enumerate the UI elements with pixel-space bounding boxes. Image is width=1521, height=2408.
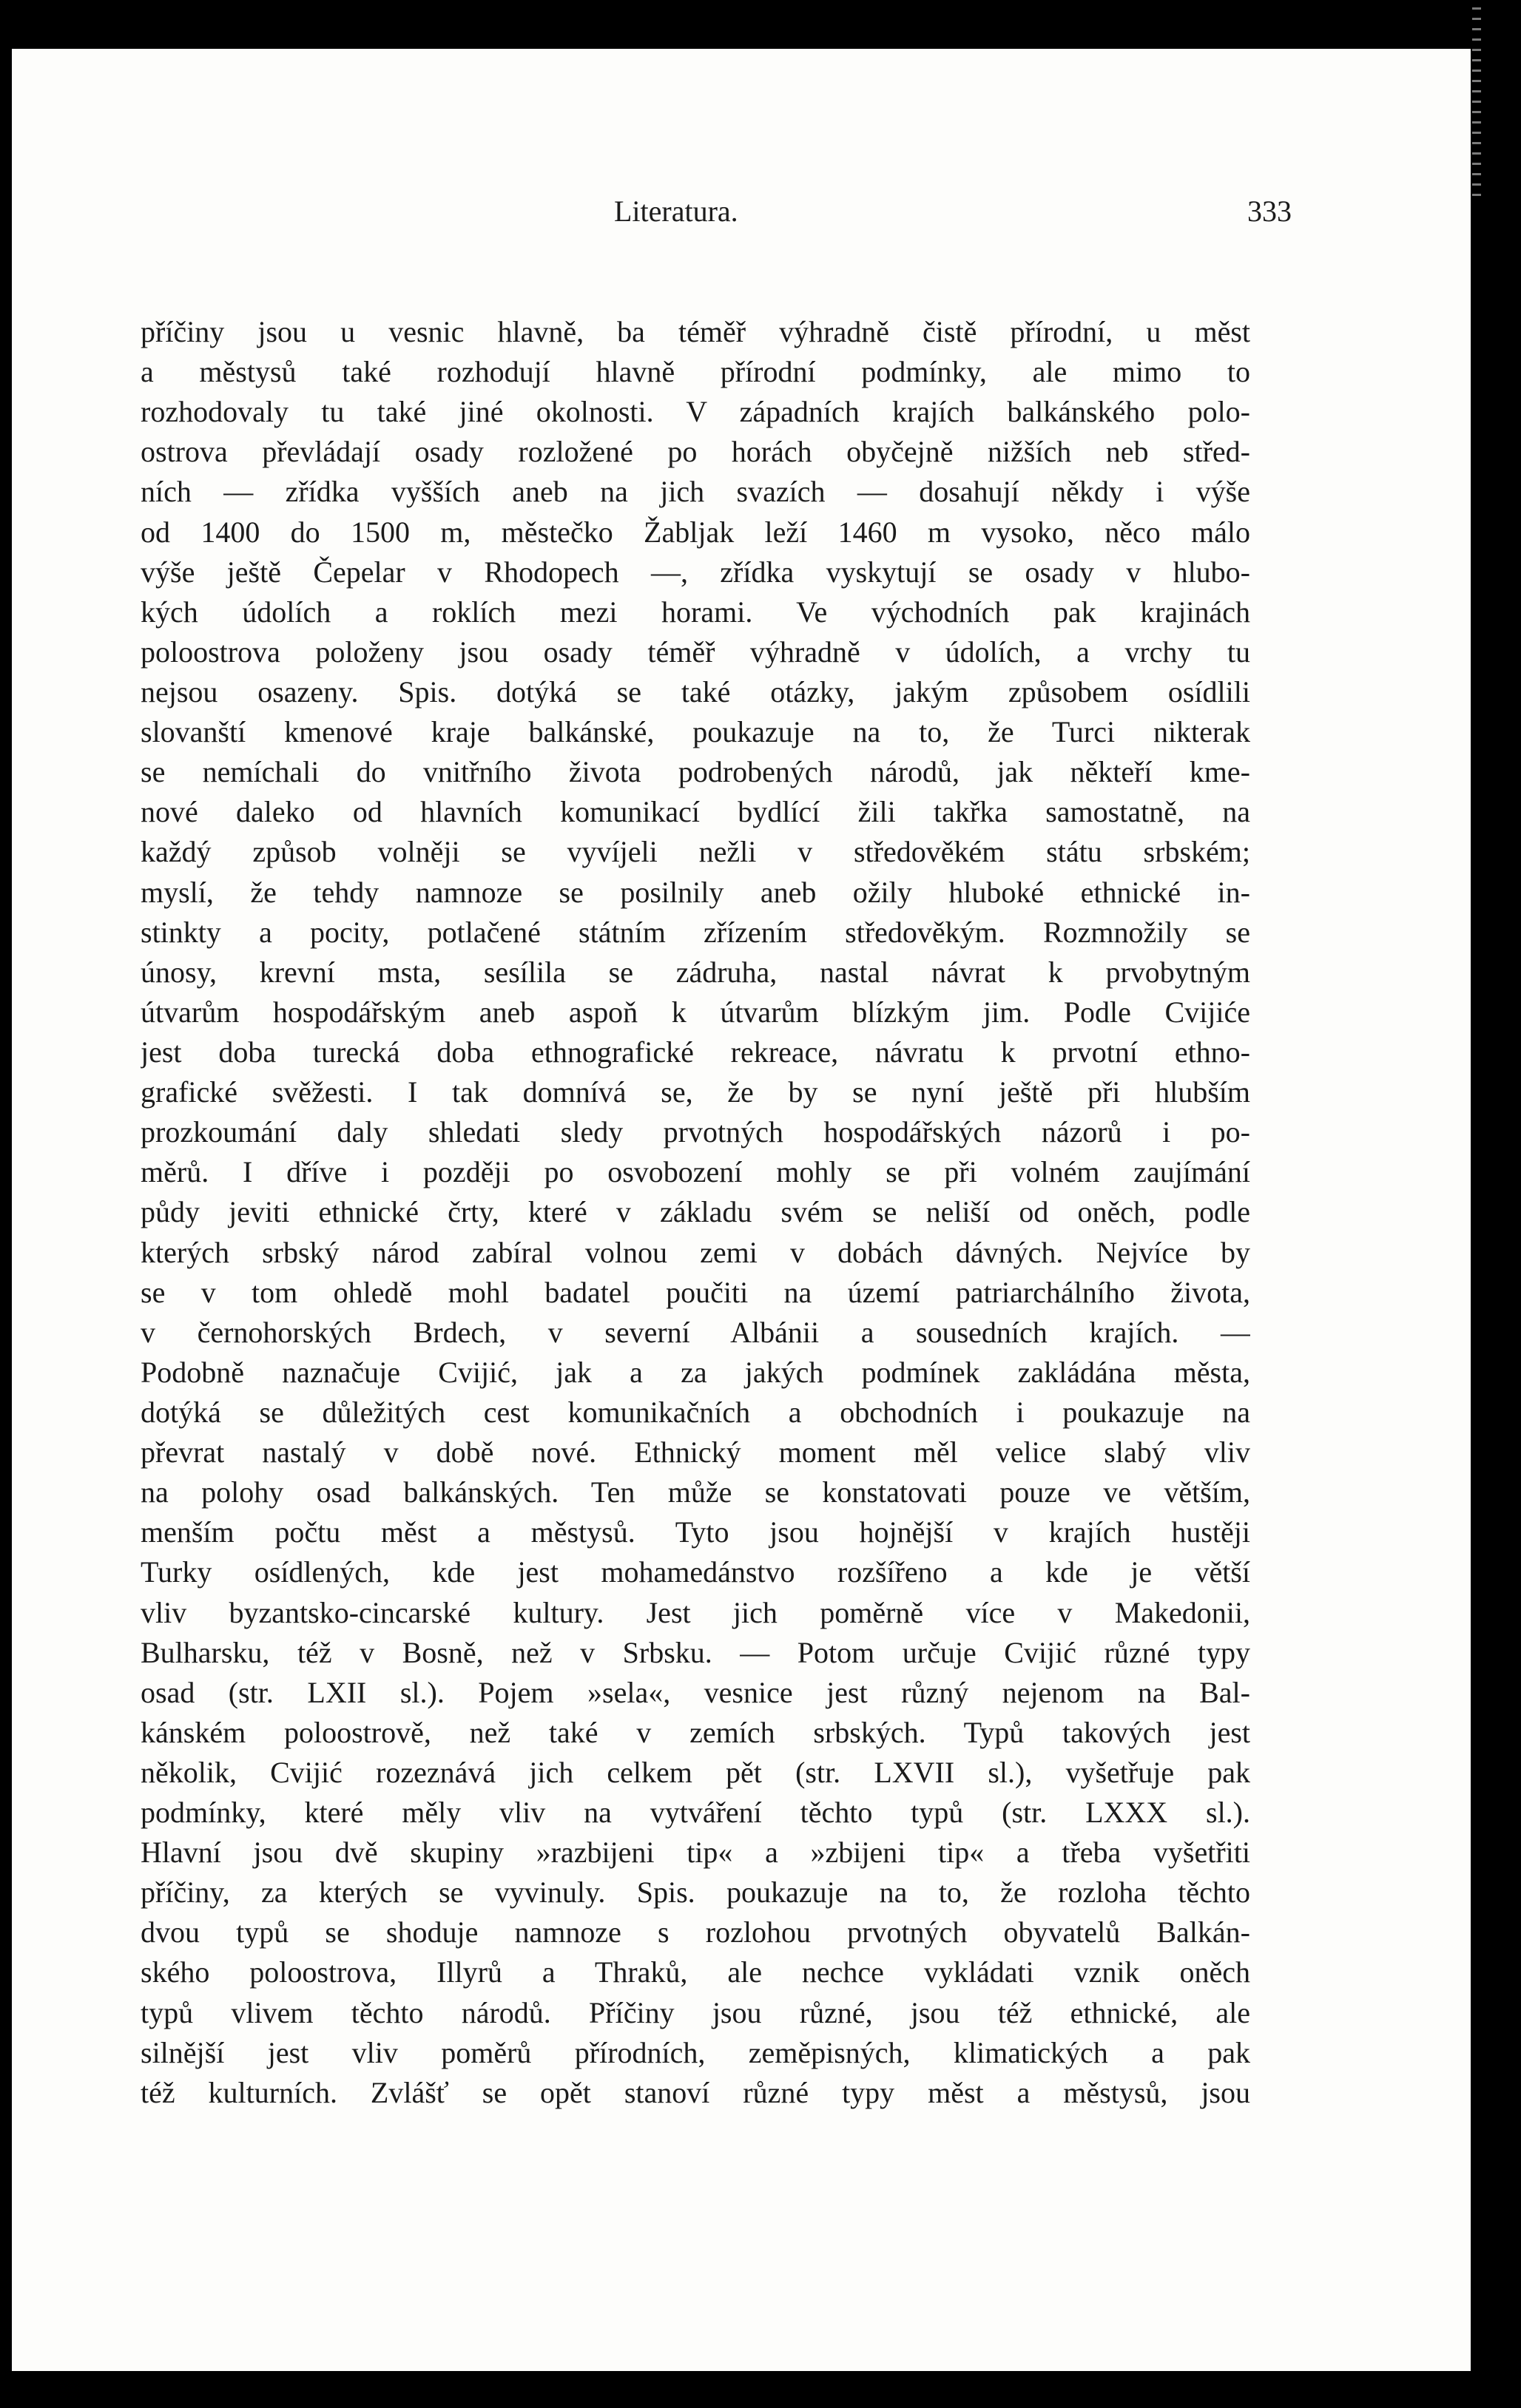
text-line: dotýká se důležitých cest komunikačních a obchodních i poukazuje na <box>141 1395 1250 1429</box>
text-line: též kulturních. Zvlášť se opět stanoví různé typy měst a městysů, jsou <box>141 2075 1250 2109</box>
text-line: příčiny jsou u vesnic hlavně, ba téměř výhradně čistě přírodní, u měst <box>141 315 1250 348</box>
text-line: dvou typů se shoduje namnoze s rozlohou prvotných obyvatelů Balkán- <box>141 1915 1250 1949</box>
scan-edge-marks <box>1472 7 1481 200</box>
text-line: poloostrova položeny jsou osady téměř výhradně v údolích, a vrchy tu <box>141 635 1250 669</box>
text-line: výše ještě Čepelar v Rhodopech —, zřídka vyskytují se osady v hlubo- <box>141 555 1250 589</box>
text-line: měrů. I dříve i později po osvobození mohly se při volném zaujímání <box>141 1155 1250 1189</box>
running-head-title: Literatura. <box>614 195 738 228</box>
text-line: několik, Cvijić rozeznává jich celkem pět (str. LXVII sl.), vyšetřuje pak <box>141 1755 1250 1789</box>
text-line: převrat nastalý v době nové. Ethnický moment měl velice slabý vliv <box>141 1435 1250 1470</box>
text-line: silnější jest vliv poměrů přírodních, zeměpisných, klimatických a pak <box>141 2035 1250 2069</box>
text-line: únosy, krevní msta, sesílila se zádruha, nastal návrat k prvobytným <box>141 955 1250 989</box>
text-line: kterých srbský národ zabíral volnou zemi v dobách dávných. Nejvíce by <box>141 1235 1250 1269</box>
text-line: v černohorských Brdech, v severní Albánii a sousedních krajích. — <box>141 1315 1250 1349</box>
text-line: ského poloostrova, Illyrů a Thraků, ale nechce vykládati vznik oněch <box>141 1955 1250 1989</box>
text-line: Podobně naznačuje Cvijić, jak a za jakých podmínek zakládána města, <box>141 1355 1250 1389</box>
text-line: grafické svěžesti. I tak domnívá se, že by se nyní ještě při hlubším <box>141 1075 1250 1109</box>
text-line: každý způsob volněji se vyvíjeli nežli v středověkém státu srbském; <box>141 835 1250 869</box>
text-line: a městysů také rozhodují hlavně přírodní podmínky, ale mimo to <box>141 355 1250 389</box>
body-text <box>141 312 1250 2113</box>
text-line: prozkoumání daly shledati sledy prvotných hospodářských názorů i po- <box>141 1115 1250 1149</box>
text-line: Hlavní jsou dvě skupiny »razbijeni tip« a »zbijeni tip« a třeba vyšetřiti <box>141 1836 1250 1870</box>
text-line: kánském poloostrově, než také v zemích srbských. Typů takových jest <box>141 1715 1250 1749</box>
text-line: ních — zřídka vyšších aneb na jich svazích — dosahují někdy i výše <box>141 475 1250 509</box>
text-line: Bulharsku, též v Bosně, než v Srbsku. — Potom určuje Cvijić různé typy <box>141 1635 1250 1669</box>
text-line: slovanští kmenové kraje balkánské, poukazuje na to, že Turci nikterak <box>141 715 1250 749</box>
text-line: typů vlivem těchto národů. Příčiny jsou různé, jsou též ethnické, ale <box>141 1995 1250 2029</box>
text-line: na polohy osad balkánských. Ten může se konstatovati pouze ve větším, <box>141 1475 1250 1509</box>
text-line: od 1400 do 1500 m, městečko Žabljak leží 1460 m vysoko, něco málo <box>141 515 1250 549</box>
text-line: ostrova převládají osady rozložené po horách obyčejně nižších neb střed- <box>141 435 1250 469</box>
text-line: nové daleko od hlavních komunikací bydlící žili takřka samostatně, na <box>141 795 1250 829</box>
text-line: menším počtu měst a městysů. Tyto jsou hojnější v krajích hustěji <box>141 1515 1250 1549</box>
text-line: jest doba turecká doba ethnografické rekreace, návratu k prvotní ethno- <box>141 1035 1250 1069</box>
text-line: Turky osídlených, kde jest mohamedánstvo rozšířeno a kde je větší <box>141 1555 1250 1589</box>
text-line: nejsou osazeny. Spis. dotýká se také otázky, jakým způsobem osídlili <box>141 674 1250 708</box>
text-line: stinkty a pocity, potlačené státním zřízením středověkým. Rozmnožily se <box>141 915 1250 949</box>
text-line: osad (str. LXII sl.). Pojem »sela«, vesnice jest různý nejenom na Bal- <box>141 1675 1250 1709</box>
text-line: kých údolích a roklích mezi horami. Ve východních pak krajinách <box>141 595 1250 629</box>
text-line: se v tom ohledě mohl badatel poučiti na území patriarchálního života, <box>141 1275 1250 1309</box>
text-line: se nemíchali do vnitřního života podrobených národů, jak někteří kme- <box>141 755 1250 789</box>
text-line: půdy jeviti ethnické črty, které v základu svém se neliší od oněch, podle <box>141 1195 1250 1229</box>
text-line: útvarům hospodářským aneb aspoň k útvarům blízkým jim. Podle Cvijiće <box>141 995 1250 1029</box>
running-head <box>0 194 1521 231</box>
text-line: podmínky, které měly vliv na vytváření těchto typů (str. LXXX sl.). <box>141 1796 1250 1830</box>
text-line: rozhodovaly tu také jiné okolnosti. V západních krajích balkánského polo- <box>141 395 1250 429</box>
text-line: myslí, že tehdy namnoze se posilnily aneb ožily hluboké ethnické in- <box>141 875 1250 909</box>
text-line: příčiny, za kterých se vyvinuly. Spis. poukazuje na to, že rozloha těchto <box>141 1876 1250 1910</box>
page-number: 333 <box>1247 195 1292 228</box>
text-line: vliv byzantsko-cincarské kultury. Jest jich poměrně více v Makedonii, <box>141 1595 1250 1629</box>
